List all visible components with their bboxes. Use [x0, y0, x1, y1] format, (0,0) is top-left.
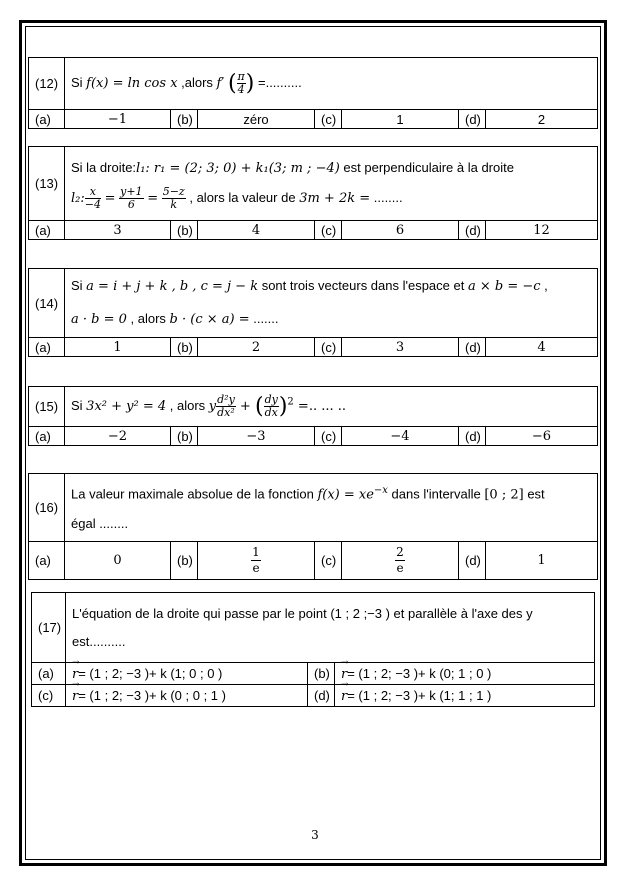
option-label: (d)	[459, 221, 486, 240]
option-label: (a)	[29, 221, 65, 240]
question-12	[28, 57, 598, 129]
question-number: (14)	[29, 269, 65, 338]
option-label: (d)	[459, 338, 486, 357]
option-label: (c)	[315, 338, 342, 357]
question-13	[28, 146, 598, 240]
option-a-value[interactable]: 3	[65, 221, 171, 240]
question-14	[28, 268, 598, 357]
question-stem: La valeur maximale absolue de la fonction $f(x) = xe^{-x}$ dans l'intervalle [0 ; 2] est égal ........	[65, 474, 598, 542]
option-d-value[interactable]: → r= (1 ; 2; −3 )+ k (1; 1 ; 1 )	[335, 685, 595, 707]
question-stem: Si f(x) = ln cos x ,alors f′ ( $\frac{\pi}{4}$ ) =..........	[65, 58, 598, 110]
question-stem: Si 3x² + y² = 4 , alors y $\frac{\text{d²y}}{\text{dx²}}$ + ( $\frac{dy}{dx}$ )$^2$ =.. ... ..	[65, 387, 598, 427]
option-d-value[interactable]: −6	[486, 427, 598, 446]
option-c-value[interactable]: → r= (1 ; 2; −3 )+ k (0 ; 0 ; 1 )	[66, 685, 308, 707]
option-b-value[interactable]: → r= (1 ; 2; −3 )+ k (0; 1 ; 0 )	[335, 663, 595, 685]
option-c-value[interactable]: −4	[342, 427, 459, 446]
question-15	[28, 386, 598, 446]
option-b-value[interactable]: 2	[198, 338, 315, 357]
option-a-value[interactable]: −2	[65, 427, 171, 446]
question-stem: Si la droite:l₁: r₁ = (2; 3; 0) + k₁(3; m ; −4) est perpendiculaire à la droite l₂: $\frac{x}{-4}$ = $\frac{y+1}{6}$ = $\frac{5-z}{k}$ , alors la valeur de 3m + 2k = ........	[65, 147, 598, 221]
question-number: (15)	[29, 387, 65, 427]
option-label: (d)	[459, 542, 486, 580]
option-a-value[interactable]: 1	[65, 338, 171, 357]
option-c-value[interactable]: 1	[342, 110, 459, 129]
option-d-value[interactable]: 12	[486, 221, 598, 240]
option-b-value[interactable]: $\frac{1}{e}$	[198, 542, 315, 580]
option-b-value[interactable]: 4	[198, 221, 315, 240]
question-number: (17)	[32, 593, 66, 663]
option-c-value[interactable]: 3	[342, 338, 459, 357]
question-16	[28, 473, 598, 580]
option-label: (b)	[171, 338, 198, 357]
option-c-value[interactable]: 6	[342, 221, 459, 240]
question-number: (12)	[29, 58, 65, 110]
option-label: (a)	[29, 427, 65, 446]
option-label: (a)	[29, 110, 65, 129]
option-label: (c)	[315, 221, 342, 240]
option-label: (a)	[29, 338, 65, 357]
option-label: (b)	[171, 221, 198, 240]
option-b-value[interactable]: zéro	[198, 110, 315, 129]
option-label: (c)	[315, 427, 342, 446]
option-label: (a)	[32, 663, 66, 685]
question-stem: Si a = i + j + k , b , c = j − k sont trois vecteurs dans l'espace et a × b = −c , a · b = 0 , alors b · (c × a) = .......	[65, 269, 598, 338]
option-a-value[interactable]: −1	[65, 110, 171, 129]
option-b-value[interactable]: −3	[198, 427, 315, 446]
page-number: 3	[311, 828, 319, 842]
option-label: (a)	[29, 542, 65, 580]
option-c-value[interactable]: $\frac{2}{e}$	[342, 542, 459, 580]
option-label: (d)	[459, 427, 486, 446]
option-a-value[interactable]: 0	[65, 542, 171, 580]
option-label: (b)	[308, 663, 335, 685]
option-label: (d)	[459, 110, 486, 129]
question-number: (13)	[29, 147, 65, 221]
question-stem: L'équation de la droite qui passe par le point (1 ; 2 ;−3 ) et parallèle à l'axe des y est..........	[66, 593, 595, 663]
option-label: (b)	[171, 542, 198, 580]
option-label: (b)	[171, 110, 198, 129]
option-d-value[interactable]: 4	[486, 338, 598, 357]
option-label: (b)	[171, 427, 198, 446]
option-d-value[interactable]: 1	[486, 542, 598, 580]
option-a-value[interactable]: → r= (1 ; 2; −3 )+ k (1; 0 ; 0 )	[66, 663, 308, 685]
question-17	[31, 592, 595, 707]
option-label: (c)	[32, 685, 66, 707]
option-label: (c)	[315, 542, 342, 580]
option-d-value[interactable]: 2	[486, 110, 598, 129]
option-label: (d)	[308, 685, 335, 707]
question-number: (16)	[29, 474, 65, 542]
option-label: (c)	[315, 110, 342, 129]
